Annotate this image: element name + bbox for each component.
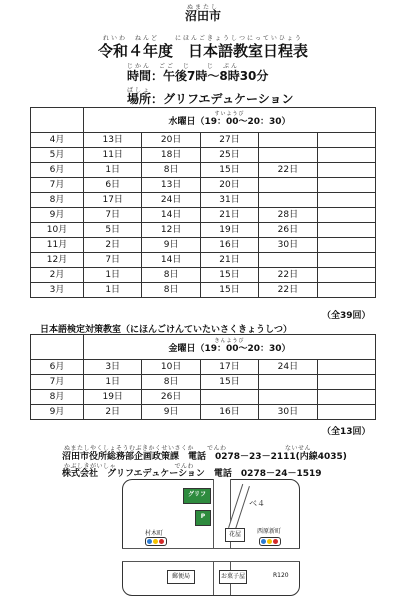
empty-cell xyxy=(317,390,375,405)
table-row xyxy=(31,283,376,298)
date-cell: 22日 xyxy=(259,283,317,298)
map-griff-building: グリフ xyxy=(183,488,211,504)
date-cell: 18日 xyxy=(142,148,200,163)
empty-cell xyxy=(317,208,375,223)
map-okashiya: お菓子屋 xyxy=(219,570,247,584)
month-cell: 12月 xyxy=(31,253,84,268)
month-cell: 3月 xyxy=(31,283,84,298)
date-cell: 1日 xyxy=(84,375,142,390)
empty-cell xyxy=(317,405,375,420)
month-cell: 7月 xyxy=(31,375,84,390)
schedule-day-header-text: 金曜日（19：00～20：30） xyxy=(168,344,291,354)
date-cell: 1日 xyxy=(84,163,142,178)
table-row xyxy=(31,360,376,375)
wednesday-schedule-table xyxy=(30,107,376,298)
table-header-row xyxy=(31,335,376,360)
date-cell xyxy=(259,390,317,405)
date-cell: 20日 xyxy=(142,133,200,148)
date-cell: 7日 xyxy=(84,253,142,268)
city-ruby: ぬまたし xyxy=(186,4,219,11)
date-cell: 5日 xyxy=(84,223,142,238)
table-row xyxy=(31,163,376,178)
map-route-label: R120 xyxy=(273,572,289,579)
map-road-diagonal xyxy=(228,484,250,530)
date-cell: 3日 xyxy=(84,360,142,375)
date-cell: 24日 xyxy=(142,193,200,208)
date-cell: 16日 xyxy=(200,405,258,420)
date-cell: 7日 xyxy=(84,208,142,223)
date-cell: 21日 xyxy=(200,253,258,268)
month-cell: 5月 xyxy=(31,148,84,163)
contact2-ruby: かぶしきがいしゃ でんわ xyxy=(64,463,195,470)
month-cell: 9月 xyxy=(31,208,84,223)
contact-city-office: 沼田市役所総務部企画政策課 電話 0278－23－2111(内線4035) xyxy=(62,452,347,462)
date-cell: 30日 xyxy=(259,405,317,420)
schedule2-title: 日本語検定対策教室（にほんごけんていたいさくきょうしつ） xyxy=(40,325,293,335)
table-row xyxy=(31,268,376,283)
table-row xyxy=(31,405,376,420)
date-cell: 17日 xyxy=(84,193,142,208)
date-cell: 15日 xyxy=(200,283,258,298)
friday-schedule-table xyxy=(30,334,376,420)
date-cell: 13日 xyxy=(142,178,200,193)
empty-cell xyxy=(317,238,375,253)
table-row xyxy=(31,148,376,163)
table-header-row xyxy=(31,108,376,133)
month-cell: 4月 xyxy=(31,133,84,148)
date-cell: 12日 xyxy=(142,223,200,238)
date-cell: 11日 xyxy=(84,148,142,163)
date-cell: 22日 xyxy=(259,163,317,178)
schedule-day-header-ruby: きんようび xyxy=(214,338,245,344)
date-cell: 15日 xyxy=(200,268,258,283)
date-cell: 25日 xyxy=(200,148,258,163)
map-hanaya: 花屋 xyxy=(225,528,245,542)
empty-cell xyxy=(317,268,375,283)
table-row xyxy=(31,223,376,238)
empty-cell xyxy=(317,193,375,208)
empty-cell xyxy=(317,360,375,375)
month-cell: 9月 xyxy=(31,405,84,420)
date-cell: 19日 xyxy=(200,223,258,238)
map-traffic-light-right xyxy=(259,537,281,546)
table-row xyxy=(31,178,376,193)
access-map xyxy=(122,479,300,596)
schedule-day-header-text: 水曜日（19：00～20：30） xyxy=(168,117,291,127)
empty-cell xyxy=(317,253,375,268)
empty-cell xyxy=(317,375,375,390)
schedule-day-header xyxy=(84,108,376,133)
table-row xyxy=(31,193,376,208)
schedule-day-header xyxy=(84,335,376,360)
date-cell: 26日 xyxy=(259,223,317,238)
page-title: 令和４年度 日本語教室日程表 xyxy=(97,42,308,60)
map-left-shop-label: 村木町 xyxy=(145,530,164,537)
title-ruby: れいわ ねんど にほんごきょうしつにっていひょう xyxy=(103,35,303,42)
date-cell xyxy=(259,178,317,193)
month-cell: 8月 xyxy=(31,390,84,405)
date-cell: 24日 xyxy=(259,360,317,375)
table-row xyxy=(31,238,376,253)
month-cell: 8月 xyxy=(31,193,84,208)
map-right-shop-label: 西原新町 xyxy=(257,528,282,535)
place-text: 場所：グリフエデュケーション xyxy=(127,92,294,106)
month-cell: 6月 xyxy=(31,360,84,375)
header-blank-cell xyxy=(31,335,84,360)
schedule-day-header-ruby: すいようび xyxy=(214,111,245,117)
date-cell: 22日 xyxy=(259,268,317,283)
date-cell xyxy=(200,390,258,405)
date-cell: 1日 xyxy=(84,283,142,298)
date-cell: 8日 xyxy=(142,283,200,298)
date-cell xyxy=(259,375,317,390)
date-cell: 15日 xyxy=(200,375,258,390)
schedule1-total: （全39回） xyxy=(322,311,371,321)
date-cell: 14日 xyxy=(142,208,200,223)
table-row xyxy=(31,133,376,148)
date-cell: 1日 xyxy=(84,268,142,283)
schedule2-total: （全13回） xyxy=(322,427,371,437)
table-row xyxy=(31,375,376,390)
date-cell: 14日 xyxy=(142,253,200,268)
date-cell: 13日 xyxy=(84,133,142,148)
date-cell: 8日 xyxy=(142,375,200,390)
city-name: 沼田市 xyxy=(184,9,221,23)
header-blank-cell xyxy=(31,108,84,133)
map-road-horizontal xyxy=(122,548,300,562)
date-cell: 10日 xyxy=(142,360,200,375)
month-cell: 7月 xyxy=(31,178,84,193)
date-cell: 2日 xyxy=(84,238,142,253)
date-cell: 16日 xyxy=(200,238,258,253)
map-parking: P xyxy=(195,510,211,526)
month-cell: 11月 xyxy=(31,238,84,253)
month-cell: 6月 xyxy=(31,163,84,178)
table-row xyxy=(31,253,376,268)
date-cell: 9日 xyxy=(142,405,200,420)
date-cell: 20日 xyxy=(200,178,258,193)
date-cell xyxy=(259,133,317,148)
date-cell xyxy=(259,193,317,208)
date-cell xyxy=(259,253,317,268)
date-cell: 26日 xyxy=(142,390,200,405)
empty-cell xyxy=(317,148,375,163)
date-cell: 17日 xyxy=(200,360,258,375)
contact-griff: 株式会社 グリフエデュケーション 電話 0278－24－1519 xyxy=(62,469,322,479)
empty-cell xyxy=(317,163,375,178)
place-ruby: ばしょ xyxy=(127,87,152,94)
time-ruby: じかん ごご じ じ ぷん xyxy=(127,63,240,70)
empty-cell xyxy=(317,178,375,193)
table-row xyxy=(31,390,376,405)
date-cell: 2日 xyxy=(84,405,142,420)
date-cell: 28日 xyxy=(259,208,317,223)
date-cell xyxy=(259,148,317,163)
empty-cell xyxy=(317,133,375,148)
map-traffic-light-left xyxy=(145,537,167,546)
date-cell: 19日 xyxy=(84,390,142,405)
date-cell: 21日 xyxy=(200,208,258,223)
contact1-ruby: ぬまたしやくしょそうむぶきかくせいさくか でんわ ないせん xyxy=(64,445,312,452)
date-cell: 31日 xyxy=(200,193,258,208)
date-cell: 30日 xyxy=(259,238,317,253)
date-cell: 8日 xyxy=(142,268,200,283)
date-cell: 15日 xyxy=(200,163,258,178)
month-cell: 10月 xyxy=(31,223,84,238)
date-cell: 9日 xyxy=(142,238,200,253)
date-cell: 27日 xyxy=(200,133,258,148)
time-text: 時間：午後7時～8時30分 xyxy=(127,69,269,83)
date-cell: 8日 xyxy=(142,163,200,178)
date-cell: 6日 xyxy=(84,178,142,193)
empty-cell xyxy=(317,283,375,298)
empty-cell xyxy=(317,223,375,238)
map-yubinkyoku: 郵便局 xyxy=(167,570,195,584)
month-cell: 2月 xyxy=(31,268,84,283)
map-road-label: ベ４ xyxy=(249,499,265,508)
table-row xyxy=(31,208,376,223)
